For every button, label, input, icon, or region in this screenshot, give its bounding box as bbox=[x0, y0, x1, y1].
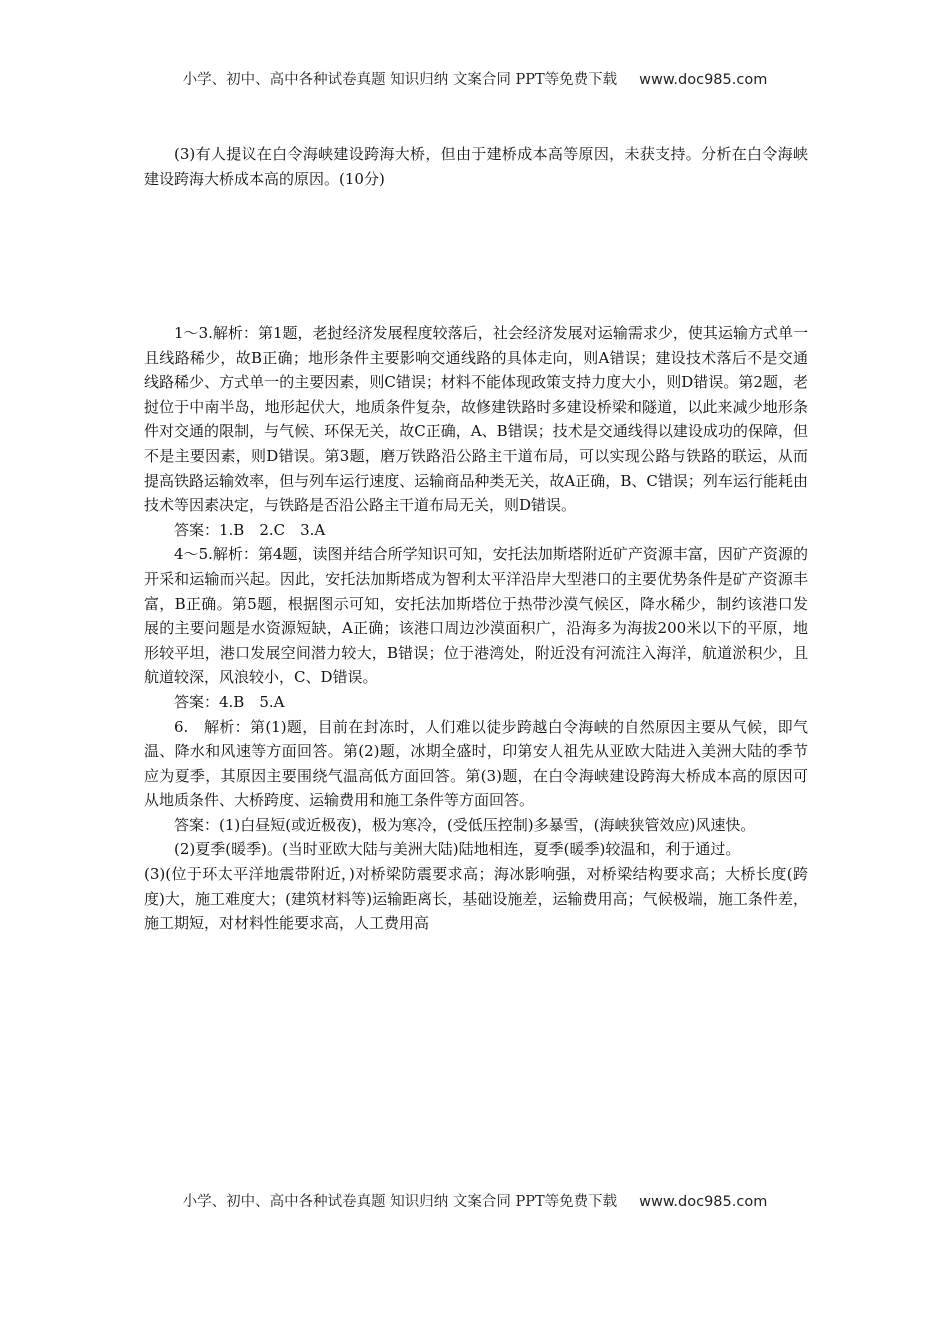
solution-section bbox=[144, 321, 808, 936]
page-header bbox=[0, 68, 950, 89]
analysis-1-3: 1～3.解析：第1题，老挝经济发展程度较落后，社会经济发展对运输需求少，使其运输方式单一且线路稀少，故B正确；地形条件主要影响交通线路的具体走向，则A错误；建设技术落后不是交通线路稀少、方式单一的主要因素，则C错误；材料不能体现政策支持力度大小，则D错误。第2题，老挝位于中南半岛，地形起伏大，地质条件复杂，故修建铁路时多建设桥梁和隧道，以此来减少地形条件对交通的限制，与气候、环保无关，故C正确，A、B错误；技术是交通线得以建设成功的保障，但不是主要因素，则D错误。第3题，磨万铁路沿公路主干道布局，可以实现公路与铁路的联运，从而提高铁路运输效率，但与列车运行速度、运输商品种类无关，故A正确，B、C错误；列车运行能耗由技术等因素决定，与铁路是否沿公路主干道布局无关，则D错误。 bbox=[144, 324, 808, 515]
analysis-4-5: 4～5.解析：第4题，读图并结合所学知识可知，安托法加斯塔附近矿产资源丰富，因矿产资源的开采和运输而兴起。因此，安托法加斯塔成为智利太平洋沿岸大型港口的主要优势条件是矿产资源丰富，B正确。第5题，根据图示可知，安托法加斯塔位于热带沙漠气候区，降水稀少，制约该港口发展的主要问题是水资源短缺，A正确；该港口周边沙漠面积广，沿海多为海拔200米以下的平原，地形较平坦，港口发展空间潜力较大，B错误；位于港湾处，附近没有河流注入海洋，航道淤积少，且航道较深，风浪较小，C、D错误。 bbox=[144, 545, 808, 687]
header-text: 小学、初中、高中各种试卷真题 知识归纳 文案合同 PPT等免费下载 bbox=[182, 72, 618, 88]
footer-site-link[interactable]: www.doc985.com bbox=[639, 1194, 768, 1210]
question-section bbox=[144, 142, 808, 191]
footer-text: 小学、初中、高中各种试卷真题 知识归纳 文案合同 PPT等免费下载 bbox=[182, 1194, 618, 1210]
answer-6-3: (3)(位于环太平洋地震带附近，)对桥梁防震要求高；海冰影响强，对桥梁结构要求高；大桥长度(跨度)大，施工难度大；(建筑材料等)运输距离长，基础设施差，运输费用高；气候极端，施工条件差，施工期短，对材料性能要求高，人工费用高 bbox=[144, 865, 808, 933]
page-footer bbox=[0, 1190, 950, 1211]
answer-1-3: 答案：1.B 2.C 3.A bbox=[174, 520, 326, 539]
header-site-link[interactable]: www.doc985.com bbox=[639, 72, 768, 88]
analysis-6: 6. 解析：第(1)题，目前在封冻时，人们难以徒步跨越白令海峡的自然原因主要从气候，即气温、降水和风速等方面回答。第(2)题，冰期全盛时，印第安人祖先从亚欧大陆进入美洲大陆的季节应为夏季，其原因主要围绕气温高低方面回答。第(3)题，在白令海峡建设跨海大桥成本高的原因可从地质条件、大桥跨度、运输费用和施工条件等方面回答。 bbox=[144, 717, 808, 810]
answer-6-2: (2)夏季(暖季)。(当时亚欧大陆与美洲大陆)陆地相连，夏季(暖季)较温和，利于通过。 bbox=[174, 840, 741, 859]
answer-4-5: 答案：4.B 5.A bbox=[174, 692, 285, 711]
answer-6-1: 答案：(1)白昼短(或近极夜)，极为寒冷，(受低压控制)多暴雪，(海峡狭管效应)风速快。 bbox=[174, 815, 756, 834]
question-text: (3)有人提议在白令海峡建设跨海大桥，但由于建桥成本高等原因，未获支持。分析在白令海峡建设跨海大桥成本高的原因。(10分) bbox=[144, 145, 808, 188]
